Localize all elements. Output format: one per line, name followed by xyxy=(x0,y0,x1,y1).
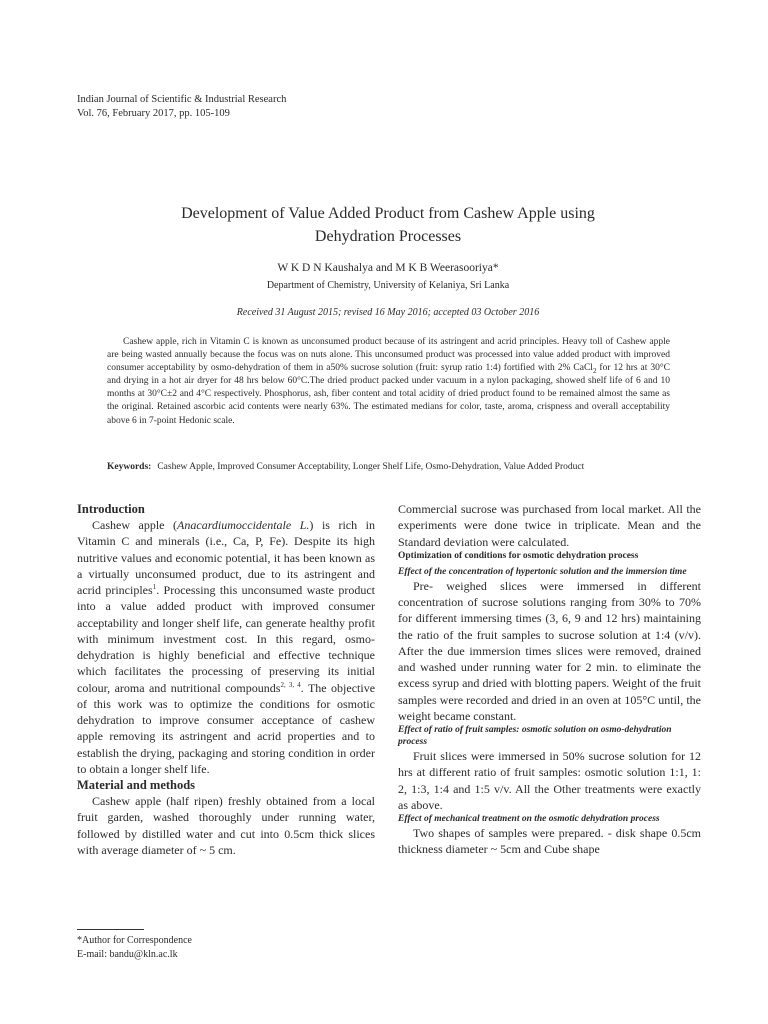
abstract-text-2: for 12 hrs at 30°C and drying in a hot air dryer for 48 hrs below 60°C.The dried product packed under vacuum in a nylon packaging, showed shelf life of 6 and 10 months at 30°C±2 and 4°C respectively. Phosphorus, ash, fiber content and total acidity of dried product found to be remained almost the same as the original. Retained ascorbic acid contents were nearly 63%. The estimated medians for color, taste, aroma, crispness and overall acceptability above 6 in 7-point Hedonic scale. xyxy=(107,363,671,426)
received-dates: Received 31 August 2015; revised 16 May 2016; accepted 03 October 2016 xyxy=(236,307,540,318)
abstract-text-1: Cashew apple, rich in Vitamin C is known as unconsumed product because of its astringent and acrid principles. Heavy toll of Cashew apple are being wasted annually because the focus was on nuts alone. This unconsumed product was processed into value added product with improved consumer acceptability by osmo-dehydration of them in a50% sucrose solution (fruit: syrup ratio 1:4) fortified with 2% CaCl xyxy=(107,337,670,374)
title-line-2: Dehydration Processes xyxy=(314,228,462,245)
abstract xyxy=(107,336,670,428)
keywords-text: Cashew Apple, Improved Consumer Acceptability, Longer Shelf Life, Osmo-Dehydration, Value Added Product xyxy=(157,462,585,472)
left-column xyxy=(77,501,375,858)
sub3-paragraph: Two shapes of samples were prepared. - disk shape 0.5cm thickness diameter ~ 5cm and Cube shape xyxy=(398,826,701,857)
intro-latin-name: Anacardiumoccidentale L. xyxy=(177,518,310,532)
footnote xyxy=(77,934,192,962)
affiliation: Department of Chemistry, University of Kelaniya, Sri Lanka xyxy=(266,280,510,291)
keywords-label: Keywords: xyxy=(107,462,152,472)
intro-text-b: ) is rich in Vitamin C and minerals (i.e., Ca, P, Fe). Despite its high nutritive values and economic potential, it has been known as a virtually unconsumed product, due to its astringent and acrid principles xyxy=(77,518,375,597)
paper-title xyxy=(100,202,676,248)
intro-text-a: Cashew apple ( xyxy=(92,518,178,532)
intro-text-c: . Processing this unconsumed waste product into a value added product with improved consumer acceptability and longer shelf life, can generate healthy profit with minimum investment cost. In this regard, osmo-dehydration is highly beneficial and effective technique which facilitates the processing of preserving its initial colour, aroma and nutritional compounds xyxy=(77,583,376,695)
sub2-heading: Effect of ratio of fruit samples: osmotic solution on osmo-dehydration process xyxy=(398,725,672,747)
journal-name: Indian Journal of Scientific & Industrial Research xyxy=(77,94,287,105)
journal-volume: Vol. 76, February 2017, pp. 105-109 xyxy=(77,108,230,119)
authors: W K D N Kaushalya and M K B Weerasooriya* xyxy=(277,262,499,274)
materials-paragraph: Cashew apple (half ripen) freshly obtained from a local fruit garden, washed thoroughly under running water, followed by distilled water and cut into 0.5cm thick slices with average diameter of ~ 5 cm. xyxy=(77,794,375,857)
right-column xyxy=(398,501,701,858)
sub3-heading: Effect of mechanical treatment on the osmotic dehydration process xyxy=(398,814,660,824)
sub1-heading: Effect of the concentration of hypertonic solution and the immersion time xyxy=(398,566,687,577)
intro-ref-1: 1 xyxy=(152,583,157,591)
intro-ref-2: 2, 3, 4 xyxy=(280,680,301,689)
correspondence-email: E-mail: bandu@kln.ac.lk xyxy=(77,949,178,960)
optimization-heading: Optimization of conditions for osmotic dehydration process xyxy=(398,550,639,561)
journal-header xyxy=(77,93,286,121)
materials-continued: Commercial sucrose was purchased from local market. All the experiments were done twice in triplicate. Mean and the Standard deviation were calculated. xyxy=(398,502,701,549)
keywords xyxy=(107,461,670,474)
sub1-paragraph: Pre- weighed slices were immersed in different concentration of sucrose solutions ranging from 30% to 70% for different immersing times (3, 6, 9 and 12 hrs) maintaining the ratio of the fruit samples to sucrose solution at 1:4 (v/v). After the due immersion times slices were removed, drained and washed under running water for 2 min. to eliminate the excess syrup and dried with blotting papers. Weight of the fruit samples were recorded and dried in an oven at 105°C until, the weight became constant. xyxy=(398,578,701,723)
materials-heading: Material and methods xyxy=(77,778,196,792)
correspondence-note: *Author for Correspondence xyxy=(77,935,192,946)
abstract-subscript: 2 xyxy=(592,367,597,376)
footnote-divider xyxy=(77,929,144,930)
introduction-paragraph xyxy=(77,517,375,777)
title-line-1: Development of Value Added Product from Cashew Apple using xyxy=(181,205,595,222)
introduction-heading: Introduction xyxy=(77,502,145,516)
intro-text-d: . The objective of this work was to optimize the conditions for osmotic dehydration to improve consumer acceptance of cashew apple removing its astringent and acrid properties and to establish the drying, packaging and storing condition in order to obtain a longer shelf life. xyxy=(77,680,376,776)
sub2-paragraph: Fruit slices were immersed in 50% sucrose solution for 12 hrs at different ratio of fruit samples: osmotic solution 1:1, 1: 2, 1:3, 1:4 and 1:5 v/v. All the Other treatments were exactly as above. xyxy=(398,749,701,812)
